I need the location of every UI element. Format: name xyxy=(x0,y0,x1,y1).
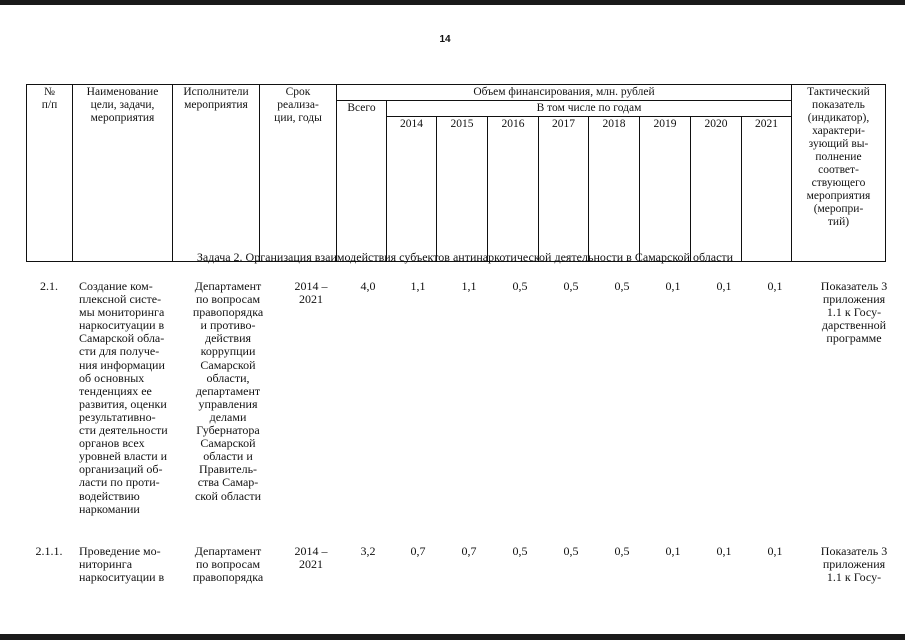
header-col-number: № п/п xyxy=(27,85,73,262)
row-year-2017: 0,5 xyxy=(563,544,579,558)
header-year-2017: 2017 xyxy=(539,117,589,262)
header-col-name: Наименование цели, задачи, мероприятия xyxy=(73,85,173,262)
row-executors: Департамент по вопросам правопорядка и противо- действия коррупции Самарской области, департамент управления делами Губернатора Самарской области и Правитель- ства Самар- ской области xyxy=(192,279,264,503)
header-year-2020: 2020 xyxy=(691,117,742,262)
row-indicator: Показатель 3 приложения 1.1 к Госу- дарственной программе xyxy=(820,279,888,346)
scan-edge-bottom xyxy=(0,634,905,640)
header-year-2021: 2021 xyxy=(742,117,792,262)
row-name: Проведение мо- ниторинга наркоситуации в xyxy=(79,544,165,585)
header-col-executors: Исполнители мероприятия xyxy=(173,85,260,262)
header-col-term: Срок реализа- ции, годы xyxy=(260,85,337,262)
row-number: 2.1.1. xyxy=(35,544,63,558)
row-total: 4,0 xyxy=(360,279,376,293)
row-year-2014: 1,1 xyxy=(410,279,426,293)
row-term: 2014 – 2021 xyxy=(294,544,328,572)
header-year-2018: 2018 xyxy=(589,117,640,262)
row-year-2017: 0,5 xyxy=(563,279,579,293)
header-col-financing: Объем финансирования, млн. рублей xyxy=(337,85,792,101)
row-term: 2014 – 2021 xyxy=(294,279,328,307)
scan-edge-top xyxy=(0,0,905,5)
row-year-2016: 0,5 xyxy=(512,544,528,558)
header-year-2014: 2014 xyxy=(387,117,437,262)
header-year-2019: 2019 xyxy=(640,117,691,262)
row-year-2020: 0,1 xyxy=(716,279,732,293)
header-year-2015: 2015 xyxy=(437,117,488,262)
header-col-by-years: В том числе по годам xyxy=(387,101,792,117)
page-number: 14 xyxy=(439,34,451,45)
row-indicator: Показатель 3 приложения 1.1 к Госу- xyxy=(820,544,888,585)
row-year-2019: 0,1 xyxy=(665,544,681,558)
row-total: 3,2 xyxy=(360,544,376,558)
row-year-2015: 1,1 xyxy=(461,279,477,293)
row-year-2021: 0,1 xyxy=(767,544,783,558)
row-year-2016: 0,5 xyxy=(512,279,528,293)
row-year-2018: 0,5 xyxy=(614,544,630,558)
row-year-2014: 0,7 xyxy=(410,544,426,558)
row-year-2020: 0,1 xyxy=(716,544,732,558)
budget-table-header xyxy=(26,84,886,262)
row-year-2019: 0,1 xyxy=(665,279,681,293)
row-year-2018: 0,5 xyxy=(614,279,630,293)
header-year-2016: 2016 xyxy=(488,117,539,262)
header-col-indicator: Тактический показатель (индикатор), характери- зующий вы- полнение соответ- ствующего мероприятия (меропри- тий) xyxy=(792,85,886,262)
row-year-2015: 0,7 xyxy=(461,544,477,558)
row-number: 2.1. xyxy=(40,279,58,293)
row-executors: Департамент по вопросам правопорядка xyxy=(192,544,264,585)
row-year-2021: 0,1 xyxy=(767,279,783,293)
task-title: Задача 2. Организация взаимодействия субъектов антинаркотической деятельности в Самарской области xyxy=(196,250,734,264)
header-col-total: Всего xyxy=(337,101,387,262)
row-name: Создание ком- плексной систе- мы мониторинга наркоситуации в Самарской обла- сти для получе- ния информации об основных тенденциях ее развития, оценки результативно- сти деятельности органов всех уровней власти и организаций об- ласти по проти- водействию наркомании xyxy=(79,279,168,516)
